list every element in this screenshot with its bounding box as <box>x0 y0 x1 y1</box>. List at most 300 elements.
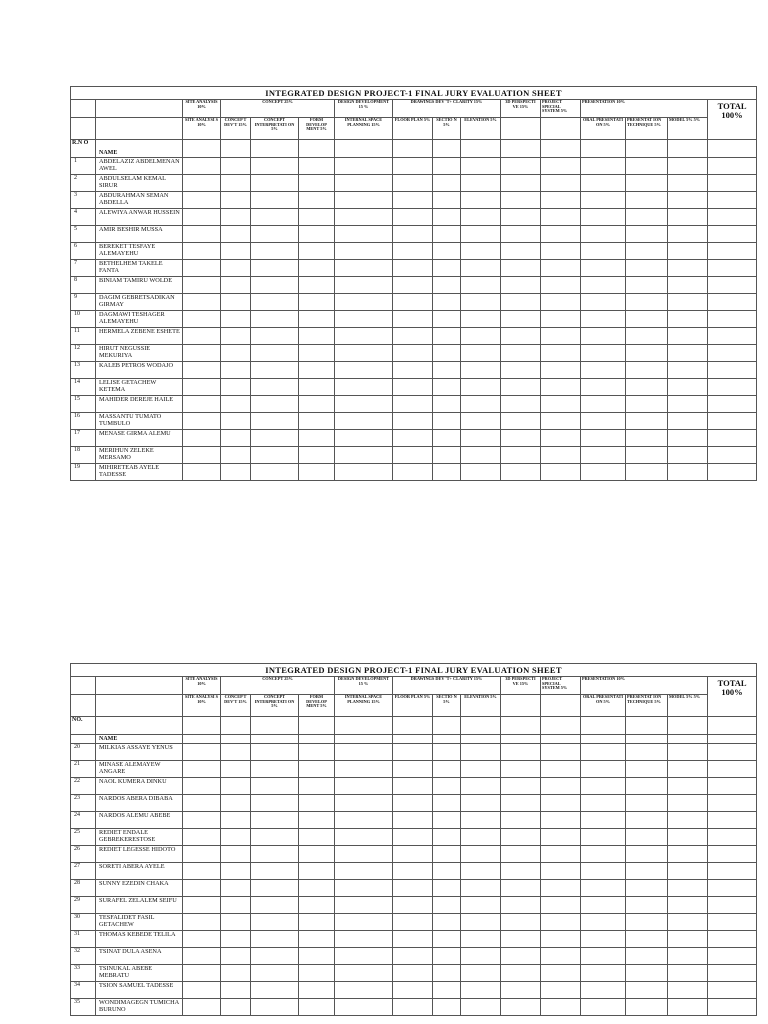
score-cell[interactable] <box>393 744 433 761</box>
score-cell[interactable] <box>501 209 541 226</box>
score-cell[interactable] <box>251 345 299 362</box>
score-cell[interactable] <box>221 897 251 914</box>
score-cell[interactable] <box>335 846 393 863</box>
score-cell[interactable] <box>708 413 757 430</box>
score-cell[interactable] <box>221 863 251 880</box>
score-cell[interactable] <box>393 311 433 328</box>
score-cell[interactable] <box>183 311 221 328</box>
score-cell[interactable] <box>668 413 708 430</box>
score-cell[interactable] <box>183 192 221 209</box>
score-cell[interactable] <box>221 260 251 277</box>
score-cell[interactable] <box>461 175 501 192</box>
score-cell[interactable] <box>299 328 335 345</box>
score-cell[interactable] <box>299 243 335 260</box>
score-cell[interactable] <box>433 812 461 829</box>
score-cell[interactable] <box>461 311 501 328</box>
score-cell[interactable] <box>433 413 461 430</box>
score-cell[interactable] <box>221 795 251 812</box>
score-cell[interactable] <box>461 430 501 447</box>
score-cell[interactable] <box>501 914 541 931</box>
score-cell[interactable] <box>501 778 541 795</box>
score-cell[interactable] <box>626 413 668 430</box>
score-cell[interactable] <box>299 982 335 999</box>
score-cell[interactable] <box>393 379 433 396</box>
score-cell[interactable] <box>183 880 221 897</box>
score-cell[interactable] <box>501 362 541 379</box>
score-cell[interactable] <box>581 175 626 192</box>
score-cell[interactable] <box>461 192 501 209</box>
score-cell[interactable] <box>335 931 393 948</box>
score-cell[interactable] <box>393 226 433 243</box>
score-cell[interactable] <box>221 778 251 795</box>
score-cell[interactable] <box>501 277 541 294</box>
score-cell[interactable] <box>668 447 708 464</box>
score-cell[interactable] <box>251 413 299 430</box>
score-cell[interactable] <box>541 294 581 311</box>
score-cell[interactable] <box>626 965 668 982</box>
score-cell[interactable] <box>541 761 581 778</box>
score-cell[interactable] <box>668 311 708 328</box>
score-cell[interactable] <box>501 812 541 829</box>
score-cell[interactable] <box>221 965 251 982</box>
score-cell[interactable] <box>501 396 541 413</box>
score-cell[interactable] <box>668 362 708 379</box>
score-cell[interactable] <box>251 761 299 778</box>
score-cell[interactable] <box>461 158 501 175</box>
score-cell[interactable] <box>581 897 626 914</box>
score-cell[interactable] <box>393 294 433 311</box>
score-cell[interactable] <box>433 260 461 277</box>
score-cell[interactable] <box>393 464 433 481</box>
score-cell[interactable] <box>433 294 461 311</box>
score-cell[interactable] <box>626 362 668 379</box>
score-cell[interactable] <box>708 846 757 863</box>
score-cell[interactable] <box>299 260 335 277</box>
score-cell[interactable] <box>221 829 251 846</box>
score-cell[interactable] <box>183 396 221 413</box>
score-cell[interactable] <box>299 379 335 396</box>
score-cell[interactable] <box>461 965 501 982</box>
score-cell[interactable] <box>183 464 221 481</box>
score-cell[interactable] <box>626 948 668 965</box>
score-cell[interactable] <box>541 948 581 965</box>
score-cell[interactable] <box>581 863 626 880</box>
score-cell[interactable] <box>668 464 708 481</box>
score-cell[interactable] <box>461 447 501 464</box>
score-cell[interactable] <box>393 396 433 413</box>
score-cell[interactable] <box>183 447 221 464</box>
score-cell[interactable] <box>251 277 299 294</box>
score-cell[interactable] <box>708 829 757 846</box>
score-cell[interactable] <box>299 362 335 379</box>
score-cell[interactable] <box>581 158 626 175</box>
score-cell[interactable] <box>626 464 668 481</box>
score-cell[interactable] <box>501 447 541 464</box>
score-cell[interactable] <box>581 829 626 846</box>
score-cell[interactable] <box>183 175 221 192</box>
score-cell[interactable] <box>581 430 626 447</box>
score-cell[interactable] <box>183 430 221 447</box>
score-cell[interactable] <box>183 345 221 362</box>
score-cell[interactable] <box>461 795 501 812</box>
score-cell[interactable] <box>183 999 221 1016</box>
score-cell[interactable] <box>541 965 581 982</box>
score-cell[interactable] <box>626 396 668 413</box>
score-cell[interactable] <box>183 744 221 761</box>
score-cell[interactable] <box>581 914 626 931</box>
score-cell[interactable] <box>433 277 461 294</box>
score-cell[interactable] <box>668 931 708 948</box>
score-cell[interactable] <box>221 744 251 761</box>
score-cell[interactable] <box>708 778 757 795</box>
score-cell[interactable] <box>581 812 626 829</box>
score-cell[interactable] <box>626 863 668 880</box>
score-cell[interactable] <box>541 778 581 795</box>
score-cell[interactable] <box>299 209 335 226</box>
score-cell[interactable] <box>708 430 757 447</box>
score-cell[interactable] <box>708 192 757 209</box>
score-cell[interactable] <box>668 379 708 396</box>
score-cell[interactable] <box>461 982 501 999</box>
score-cell[interactable] <box>461 829 501 846</box>
score-cell[interactable] <box>541 863 581 880</box>
score-cell[interactable] <box>541 413 581 430</box>
score-cell[interactable] <box>183 328 221 345</box>
score-cell[interactable] <box>433 158 461 175</box>
score-cell[interactable] <box>501 294 541 311</box>
score-cell[interactable] <box>393 175 433 192</box>
score-cell[interactable] <box>335 158 393 175</box>
score-cell[interactable] <box>501 965 541 982</box>
score-cell[interactable] <box>581 948 626 965</box>
score-cell[interactable] <box>251 999 299 1016</box>
score-cell[interactable] <box>433 209 461 226</box>
score-cell[interactable] <box>433 778 461 795</box>
score-cell[interactable] <box>251 744 299 761</box>
score-cell[interactable] <box>393 362 433 379</box>
score-cell[interactable] <box>335 464 393 481</box>
score-cell[interactable] <box>433 948 461 965</box>
score-cell[interactable] <box>221 948 251 965</box>
score-cell[interactable] <box>708 464 757 481</box>
score-cell[interactable] <box>708 311 757 328</box>
score-cell[interactable] <box>541 209 581 226</box>
score-cell[interactable] <box>461 209 501 226</box>
score-cell[interactable] <box>251 914 299 931</box>
score-cell[interactable] <box>221 413 251 430</box>
score-cell[interactable] <box>501 243 541 260</box>
score-cell[interactable] <box>221 345 251 362</box>
score-cell[interactable] <box>433 795 461 812</box>
score-cell[interactable] <box>299 761 335 778</box>
score-cell[interactable] <box>393 931 433 948</box>
score-cell[interactable] <box>299 778 335 795</box>
score-cell[interactable] <box>221 982 251 999</box>
score-cell[interactable] <box>708 863 757 880</box>
score-cell[interactable] <box>461 362 501 379</box>
score-cell[interactable] <box>251 175 299 192</box>
score-cell[interactable] <box>299 175 335 192</box>
score-cell[interactable] <box>581 260 626 277</box>
score-cell[interactable] <box>299 158 335 175</box>
score-cell[interactable] <box>393 948 433 965</box>
score-cell[interactable] <box>433 931 461 948</box>
score-cell[interactable] <box>708 345 757 362</box>
score-cell[interactable] <box>668 192 708 209</box>
score-cell[interactable] <box>335 778 393 795</box>
score-cell[interactable] <box>335 362 393 379</box>
score-cell[interactable] <box>541 158 581 175</box>
score-cell[interactable] <box>183 294 221 311</box>
score-cell[interactable] <box>581 362 626 379</box>
score-cell[interactable] <box>251 863 299 880</box>
score-cell[interactable] <box>708 880 757 897</box>
score-cell[interactable] <box>251 447 299 464</box>
score-cell[interactable] <box>299 897 335 914</box>
score-cell[interactable] <box>335 982 393 999</box>
score-cell[interactable] <box>299 413 335 430</box>
score-cell[interactable] <box>626 829 668 846</box>
score-cell[interactable] <box>335 413 393 430</box>
score-cell[interactable] <box>541 447 581 464</box>
score-cell[interactable] <box>221 999 251 1016</box>
score-cell[interactable] <box>335 226 393 243</box>
score-cell[interactable] <box>626 880 668 897</box>
score-cell[interactable] <box>393 328 433 345</box>
score-cell[interactable] <box>668 778 708 795</box>
score-cell[interactable] <box>708 897 757 914</box>
score-cell[interactable] <box>251 311 299 328</box>
score-cell[interactable] <box>433 464 461 481</box>
score-cell[interactable] <box>393 277 433 294</box>
score-cell[interactable] <box>461 880 501 897</box>
score-cell[interactable] <box>581 931 626 948</box>
score-cell[interactable] <box>581 226 626 243</box>
score-cell[interactable] <box>251 362 299 379</box>
score-cell[interactable] <box>541 226 581 243</box>
score-cell[interactable] <box>393 158 433 175</box>
score-cell[interactable] <box>299 931 335 948</box>
score-cell[interactable] <box>668 243 708 260</box>
score-cell[interactable] <box>433 999 461 1016</box>
score-cell[interactable] <box>221 846 251 863</box>
score-cell[interactable] <box>221 328 251 345</box>
score-cell[interactable] <box>335 744 393 761</box>
score-cell[interactable] <box>626 175 668 192</box>
score-cell[interactable] <box>335 209 393 226</box>
score-cell[interactable] <box>461 778 501 795</box>
score-cell[interactable] <box>501 260 541 277</box>
score-cell[interactable] <box>221 931 251 948</box>
score-cell[interactable] <box>626 744 668 761</box>
score-cell[interactable] <box>708 260 757 277</box>
score-cell[interactable] <box>501 931 541 948</box>
score-cell[interactable] <box>183 379 221 396</box>
score-cell[interactable] <box>668 277 708 294</box>
score-cell[interactable] <box>299 999 335 1016</box>
score-cell[interactable] <box>335 396 393 413</box>
score-cell[interactable] <box>541 260 581 277</box>
score-cell[interactable] <box>668 965 708 982</box>
score-cell[interactable] <box>541 982 581 999</box>
score-cell[interactable] <box>461 413 501 430</box>
score-cell[interactable] <box>581 294 626 311</box>
score-cell[interactable] <box>708 931 757 948</box>
score-cell[interactable] <box>183 914 221 931</box>
score-cell[interactable] <box>626 914 668 931</box>
score-cell[interactable] <box>251 243 299 260</box>
score-cell[interactable] <box>335 175 393 192</box>
score-cell[interactable] <box>299 464 335 481</box>
score-cell[interactable] <box>626 158 668 175</box>
score-cell[interactable] <box>708 294 757 311</box>
score-cell[interactable] <box>708 209 757 226</box>
score-cell[interactable] <box>393 897 433 914</box>
score-cell[interactable] <box>251 948 299 965</box>
score-cell[interactable] <box>221 464 251 481</box>
score-cell[interactable] <box>335 192 393 209</box>
score-cell[interactable] <box>581 761 626 778</box>
score-cell[interactable] <box>461 931 501 948</box>
score-cell[interactable] <box>433 362 461 379</box>
score-cell[interactable] <box>501 328 541 345</box>
score-cell[interactable] <box>501 880 541 897</box>
score-cell[interactable] <box>581 243 626 260</box>
score-cell[interactable] <box>461 379 501 396</box>
score-cell[interactable] <box>299 846 335 863</box>
score-cell[interactable] <box>299 311 335 328</box>
score-cell[interactable] <box>433 328 461 345</box>
score-cell[interactable] <box>393 999 433 1016</box>
score-cell[interactable] <box>183 948 221 965</box>
score-cell[interactable] <box>299 744 335 761</box>
score-cell[interactable] <box>221 396 251 413</box>
score-cell[interactable] <box>221 158 251 175</box>
score-cell[interactable] <box>251 812 299 829</box>
score-cell[interactable] <box>541 328 581 345</box>
score-cell[interactable] <box>183 209 221 226</box>
score-cell[interactable] <box>433 345 461 362</box>
score-cell[interactable] <box>668 209 708 226</box>
score-cell[interactable] <box>433 863 461 880</box>
score-cell[interactable] <box>626 243 668 260</box>
score-cell[interactable] <box>668 948 708 965</box>
score-cell[interactable] <box>183 846 221 863</box>
score-cell[interactable] <box>581 999 626 1016</box>
score-cell[interactable] <box>299 863 335 880</box>
score-cell[interactable] <box>708 948 757 965</box>
score-cell[interactable] <box>335 260 393 277</box>
score-cell[interactable] <box>221 447 251 464</box>
score-cell[interactable] <box>335 897 393 914</box>
score-cell[interactable] <box>541 311 581 328</box>
score-cell[interactable] <box>708 362 757 379</box>
score-cell[interactable] <box>461 294 501 311</box>
score-cell[interactable] <box>433 396 461 413</box>
score-cell[interactable] <box>221 362 251 379</box>
score-cell[interactable] <box>581 277 626 294</box>
score-cell[interactable] <box>335 294 393 311</box>
score-cell[interactable] <box>501 999 541 1016</box>
score-cell[interactable] <box>299 192 335 209</box>
score-cell[interactable] <box>581 447 626 464</box>
score-cell[interactable] <box>393 982 433 999</box>
score-cell[interactable] <box>708 795 757 812</box>
score-cell[interactable] <box>393 209 433 226</box>
score-cell[interactable] <box>251 846 299 863</box>
score-cell[interactable] <box>541 744 581 761</box>
score-cell[interactable] <box>433 430 461 447</box>
score-cell[interactable] <box>708 379 757 396</box>
score-cell[interactable] <box>581 965 626 982</box>
score-cell[interactable] <box>251 192 299 209</box>
score-cell[interactable] <box>581 744 626 761</box>
score-cell[interactable] <box>668 430 708 447</box>
score-cell[interactable] <box>433 311 461 328</box>
score-cell[interactable] <box>393 880 433 897</box>
score-cell[interactable] <box>708 744 757 761</box>
score-cell[interactable] <box>541 277 581 294</box>
score-cell[interactable] <box>393 345 433 362</box>
score-cell[interactable] <box>299 226 335 243</box>
score-cell[interactable] <box>221 277 251 294</box>
score-cell[interactable] <box>501 430 541 447</box>
score-cell[interactable] <box>183 897 221 914</box>
score-cell[interactable] <box>461 260 501 277</box>
score-cell[interactable] <box>461 761 501 778</box>
score-cell[interactable] <box>708 999 757 1016</box>
score-cell[interactable] <box>393 447 433 464</box>
score-cell[interactable] <box>461 948 501 965</box>
score-cell[interactable] <box>335 812 393 829</box>
score-cell[interactable] <box>183 761 221 778</box>
score-cell[interactable] <box>183 277 221 294</box>
score-cell[interactable] <box>299 965 335 982</box>
score-cell[interactable] <box>299 447 335 464</box>
score-cell[interactable] <box>433 761 461 778</box>
score-cell[interactable] <box>221 192 251 209</box>
score-cell[interactable] <box>626 812 668 829</box>
score-cell[interactable] <box>335 914 393 931</box>
score-cell[interactable] <box>708 447 757 464</box>
score-cell[interactable] <box>393 192 433 209</box>
score-cell[interactable] <box>335 880 393 897</box>
score-cell[interactable] <box>299 812 335 829</box>
score-cell[interactable] <box>668 812 708 829</box>
score-cell[interactable] <box>183 812 221 829</box>
score-cell[interactable] <box>393 243 433 260</box>
score-cell[interactable] <box>581 311 626 328</box>
score-cell[interactable] <box>251 379 299 396</box>
score-cell[interactable] <box>541 243 581 260</box>
score-cell[interactable] <box>393 778 433 795</box>
score-cell[interactable] <box>251 396 299 413</box>
score-cell[interactable] <box>393 260 433 277</box>
score-cell[interactable] <box>299 294 335 311</box>
score-cell[interactable] <box>393 430 433 447</box>
score-cell[interactable] <box>708 396 757 413</box>
score-cell[interactable] <box>626 294 668 311</box>
score-cell[interactable] <box>251 328 299 345</box>
score-cell[interactable] <box>335 447 393 464</box>
score-cell[interactable] <box>501 192 541 209</box>
score-cell[interactable] <box>668 175 708 192</box>
score-cell[interactable] <box>581 464 626 481</box>
score-cell[interactable] <box>541 379 581 396</box>
score-cell[interactable] <box>668 396 708 413</box>
score-cell[interactable] <box>708 761 757 778</box>
score-cell[interactable] <box>251 464 299 481</box>
